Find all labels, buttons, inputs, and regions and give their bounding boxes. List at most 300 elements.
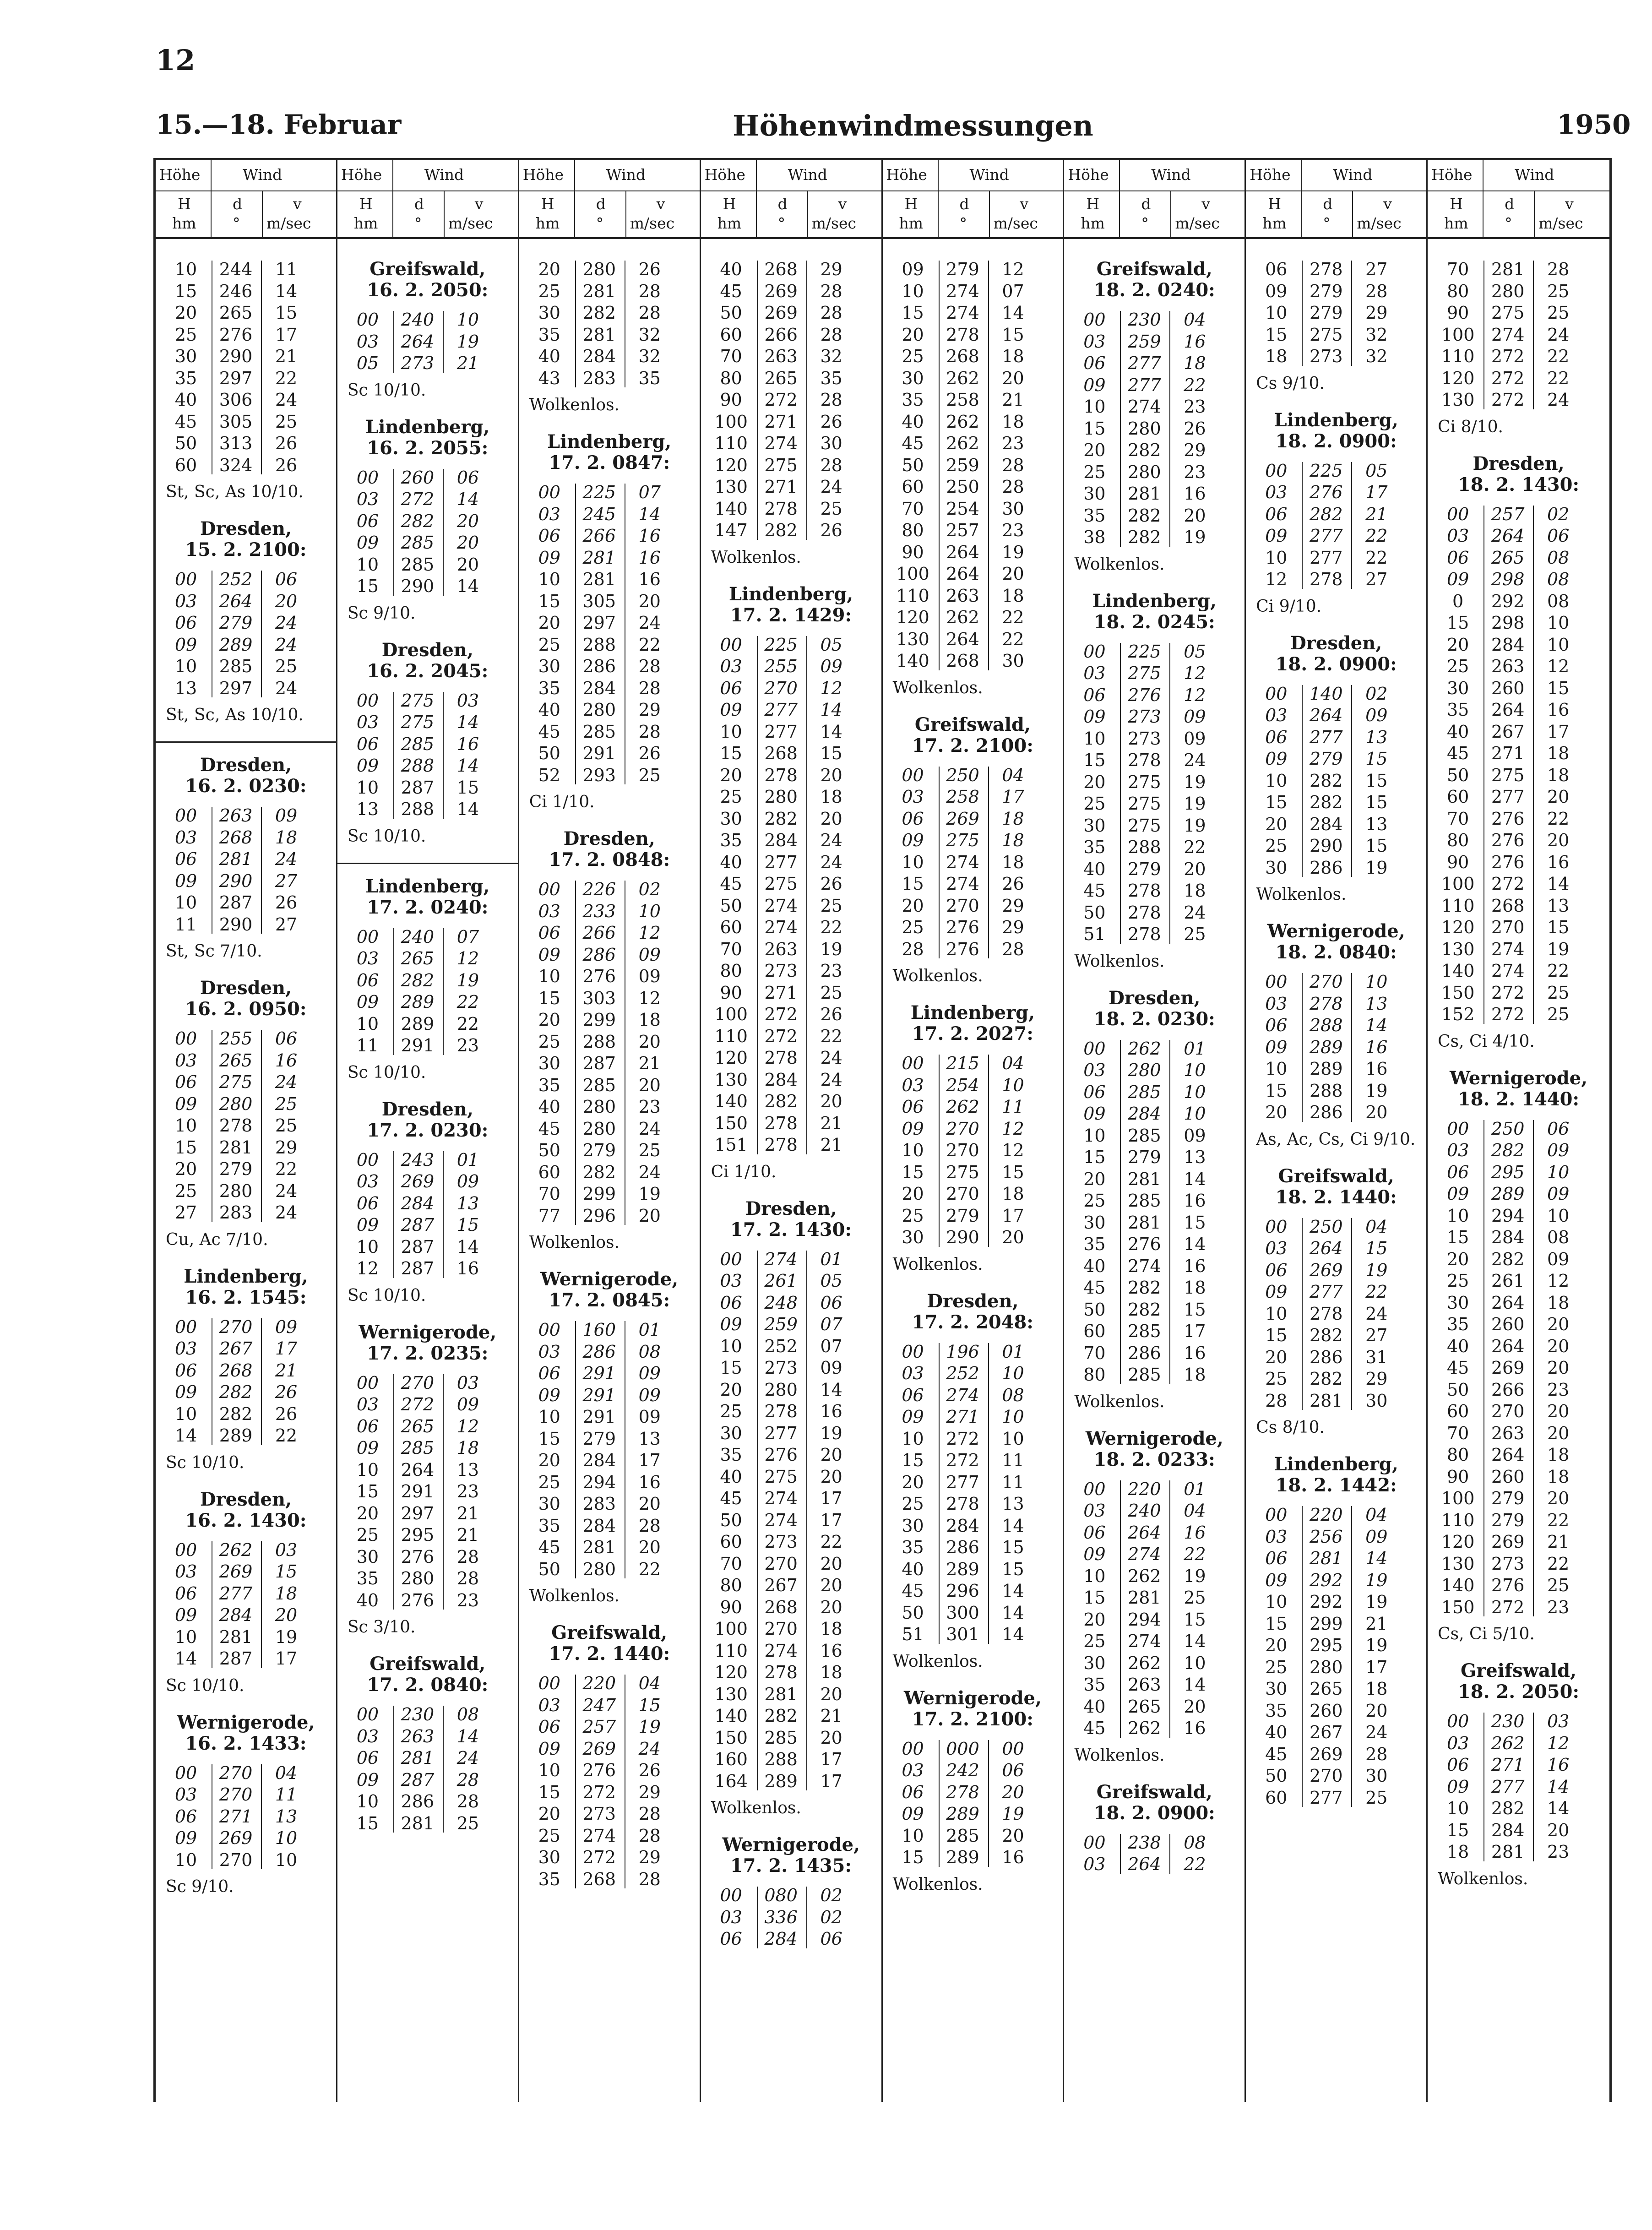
table-row: [701, 1401, 881, 1423]
direction-cell: 271: [1491, 743, 1525, 763]
table-row: [519, 1140, 700, 1162]
height-cell: 51: [902, 1624, 924, 1644]
speed-cell: 02: [820, 1907, 842, 1927]
table-row: [1064, 1364, 1244, 1386]
speed-cell: 28: [638, 721, 661, 742]
speed-cell: 06: [456, 467, 479, 488]
speed-cell: 30: [1365, 1390, 1388, 1411]
table-row: [1428, 591, 1609, 613]
speed-cell: 21: [275, 1360, 298, 1381]
cloud-note: Wolkenlos.: [1074, 1746, 1165, 1765]
station-name: Dresden,: [745, 1197, 837, 1219]
height-cell: 03: [720, 1271, 742, 1291]
station-time: 18. 2. 0240:: [1093, 279, 1215, 301]
height-cell: 110: [1441, 346, 1475, 366]
height-cell: 120: [1441, 917, 1475, 937]
direction-cell: 252: [764, 1336, 798, 1356]
station-name: Lindenberg,: [365, 875, 490, 897]
table-row: [1064, 1256, 1244, 1278]
table-row: [156, 1115, 336, 1137]
table-row: [519, 765, 700, 787]
direction-cell: 277: [1128, 353, 1161, 373]
direction-cell: 280: [582, 1118, 616, 1139]
height-cell: 100: [1441, 324, 1475, 345]
table-row: [1428, 873, 1609, 895]
h-label: H: [1450, 195, 1463, 213]
d-label: d: [233, 195, 243, 213]
direction-cell: 274: [946, 281, 979, 301]
wind-label: Wind: [1333, 166, 1373, 184]
speed-cell: 20: [1002, 1825, 1024, 1846]
height-cell: 110: [714, 1640, 748, 1661]
height-cell: 03: [1083, 663, 1106, 683]
height-cell: 09: [174, 634, 197, 655]
height-cell: 03: [356, 489, 379, 509]
speed-cell: 30: [1002, 651, 1024, 671]
speed-cell: 28: [638, 303, 661, 323]
height-cell: 09: [174, 1605, 197, 1625]
table-row: [337, 1437, 518, 1459]
direction-cell: 273: [1491, 1553, 1525, 1574]
height-cell: 25: [538, 634, 560, 655]
direction-cell: 282: [1128, 505, 1161, 526]
direction-cell: 297: [582, 613, 616, 633]
table-row: [1064, 440, 1244, 462]
direction-cell: 284: [401, 1193, 435, 1213]
direction-cell: 281: [1309, 1548, 1343, 1568]
speed-cell: 13: [1365, 814, 1388, 834]
direction-cell: 282: [764, 808, 798, 829]
direction-cell: 276: [1309, 482, 1343, 502]
station-block: [1246, 1166, 1426, 1439]
direction-cell: 281: [1309, 1390, 1343, 1411]
cloud-note: Ci 8/10.: [1438, 417, 1503, 436]
height-cell: 15: [1446, 613, 1469, 633]
height-cell: 25: [1265, 836, 1288, 856]
table-row: [519, 901, 700, 923]
height-cell: 15: [902, 1450, 924, 1470]
station-name: Greifswald,: [1096, 258, 1212, 280]
speed-cell: 29: [1002, 895, 1024, 916]
height-cell: 06: [174, 1360, 197, 1381]
direction-cell: 281: [1491, 1842, 1525, 1862]
direction-cell: 278: [1128, 902, 1161, 923]
height-cell: 06: [902, 808, 924, 829]
height-cell: 35: [1083, 505, 1106, 526]
speed-cell: 24: [456, 1748, 479, 1768]
measurement-rows: [156, 1316, 336, 1447]
speed-cell: 19: [820, 939, 842, 959]
table-row: [883, 1118, 1063, 1140]
height-cell: 10: [356, 777, 379, 798]
table-row: [1428, 1118, 1609, 1140]
table-row: [156, 805, 336, 827]
table-row: [1428, 1444, 1609, 1466]
column-divider: [1533, 1713, 1534, 1861]
direction-cell: 215: [946, 1053, 979, 1073]
speed-cell: 23: [1002, 520, 1024, 540]
height-cell: 70: [538, 1184, 560, 1204]
direction-cell: 281: [582, 281, 616, 301]
table-row: [1428, 547, 1609, 569]
height-cell: 45: [902, 1581, 924, 1601]
height-cell: 10: [174, 1849, 197, 1870]
column-divider: [443, 928, 444, 1055]
height-cell: 45: [538, 721, 560, 742]
height-cell: 03: [1265, 482, 1288, 502]
table-row: [337, 1394, 518, 1416]
direction-cell: 240: [401, 926, 435, 947]
speed-cell: 19: [1365, 1260, 1388, 1280]
direction-cell: 279: [1309, 303, 1343, 323]
height-cell: 40: [1446, 1336, 1469, 1356]
station-time: 18. 2. 0233:: [1093, 1448, 1215, 1470]
table-row: [1428, 1249, 1609, 1271]
station-time: 16. 2. 0950:: [185, 998, 307, 1020]
speed-cell: 24: [275, 1180, 298, 1201]
height-cell: 09: [538, 1738, 560, 1759]
h-label: H: [723, 195, 736, 213]
height-cell: 03: [1265, 1526, 1288, 1547]
height-cell: 15: [1265, 1325, 1288, 1345]
station-title: [1246, 633, 1426, 675]
direction-cell: 288: [1309, 1015, 1343, 1035]
speed-cell: 18: [1547, 743, 1570, 763]
direction-cell: 282: [764, 1706, 798, 1726]
direction-cell: 276: [582, 1760, 616, 1780]
table-row: [701, 1270, 881, 1292]
station-title: [1246, 921, 1426, 963]
table-row: [701, 1292, 881, 1314]
speed-cell: 10: [1547, 613, 1570, 633]
speed-cell: 20: [820, 1684, 842, 1704]
table-row: [519, 1825, 700, 1847]
height-cell: 10: [538, 966, 560, 986]
height-cell: 00: [902, 1738, 924, 1759]
h-label: H: [1268, 195, 1282, 213]
height-cell: 06: [1265, 504, 1288, 524]
direction-cell: 297: [401, 1503, 435, 1523]
column-divider: [757, 1887, 758, 1948]
direction-cell: 265: [1128, 1696, 1161, 1717]
speed-cell: 07: [820, 1336, 842, 1356]
station-block: [156, 978, 336, 1251]
speed-cell: 11: [1002, 1450, 1024, 1470]
measurement-rows: [156, 259, 336, 476]
direction-cell: 271: [1491, 1755, 1525, 1775]
direction-cell: 291: [401, 1035, 435, 1055]
height-cell: 15: [538, 988, 560, 1008]
speed-cell: 26: [638, 259, 661, 279]
height-cell: 15: [1083, 1147, 1106, 1167]
height-cell: 03: [356, 1171, 379, 1191]
height-cell: 25: [720, 1401, 742, 1421]
direction-cell: 271: [219, 1806, 253, 1827]
height-cell: 03: [174, 1338, 197, 1359]
speed-cell: 18: [1184, 353, 1206, 373]
direction-cell: 291: [401, 1481, 435, 1501]
height-cell: 03: [902, 1760, 924, 1780]
direction-cell: 292: [1309, 1592, 1343, 1612]
speed-cell: 22: [1547, 368, 1570, 388]
height-cell: 50: [720, 303, 742, 323]
speed-cell: 06: [1547, 526, 1570, 546]
speed-cell: 09: [638, 1363, 661, 1383]
direction-cell: 263: [946, 585, 979, 606]
speed-cell: 24: [1547, 324, 1570, 345]
speed-cell: 24: [275, 1072, 298, 1092]
height-cell: 00: [902, 1341, 924, 1362]
speed-cell: 32: [1365, 346, 1388, 366]
direction-cell: 278: [764, 498, 798, 519]
station-name: Dresden,: [200, 1488, 292, 1510]
speed-cell: 24: [275, 390, 298, 410]
speed-cell: 03: [456, 1372, 479, 1393]
table-row: [1246, 324, 1426, 346]
speed-cell: 32: [638, 324, 661, 345]
speed-cell: 23: [1547, 1842, 1570, 1862]
station-block: [1246, 921, 1426, 1150]
station-block: [156, 1266, 336, 1474]
station-time: 17. 2. 0240:: [367, 896, 489, 918]
station-time: 18. 2. 0900:: [1275, 653, 1397, 675]
station-name: Wernigerode,: [1267, 920, 1405, 942]
table-row: [1246, 814, 1426, 836]
speed-cell: 22: [1002, 607, 1024, 627]
table-row: [701, 1314, 881, 1336]
table-row: [1246, 1347, 1426, 1369]
direction-cell: 275: [764, 1466, 798, 1487]
direction-cell: 276: [1128, 1234, 1161, 1254]
table-row: [883, 765, 1063, 787]
table-row: [337, 1214, 518, 1236]
height-cell: 30: [1083, 1653, 1106, 1673]
height-cell: 15: [538, 1782, 560, 1802]
table-row: [156, 1626, 336, 1648]
table-row: [337, 755, 518, 777]
speed-cell: 28: [1365, 1744, 1388, 1764]
column-divider: [1169, 1480, 1170, 1738]
height-cell: 45: [720, 281, 742, 301]
station-name: Greifswald,: [1096, 1781, 1212, 1803]
height-cell: 60: [1446, 787, 1469, 807]
table-row: [156, 1382, 336, 1403]
direction-cell: 272: [1491, 368, 1525, 388]
direction-cell: 270: [219, 1849, 253, 1870]
height-cell: 09: [356, 1438, 379, 1458]
table-row: [883, 1428, 1063, 1450]
table-row: [883, 585, 1063, 607]
station-title: [519, 431, 700, 473]
table-row: [883, 1075, 1063, 1097]
table-row: [701, 1597, 881, 1619]
direction-cell: 140: [1309, 683, 1343, 704]
station-name: Wernigerode,: [177, 1711, 315, 1733]
speed-cell: 17: [1365, 1657, 1388, 1677]
station-block: [337, 1322, 518, 1638]
direction-cell: 257: [582, 1717, 616, 1737]
table-row: [519, 656, 700, 678]
height-cell: 00: [174, 1539, 197, 1560]
measurement-rows: [1064, 1832, 1244, 1876]
h-label: H: [359, 195, 373, 213]
direction-cell: 283: [219, 1202, 253, 1223]
table-row: [701, 1466, 881, 1488]
height-cell: 06: [356, 1193, 379, 1213]
page-title: Höhenwindmessungen: [733, 109, 1093, 142]
speed-cell: 25: [456, 1813, 479, 1833]
speed-cell: 19: [1365, 1592, 1388, 1612]
speed-cell: 22: [275, 1425, 298, 1446]
column-divider: [939, 767, 940, 959]
direction-cell: 262: [946, 411, 979, 432]
speed-cell: 35: [638, 368, 661, 388]
height-cell: 45: [720, 874, 742, 894]
station-title: [883, 1291, 1063, 1333]
speed-cell: 19: [1002, 1804, 1024, 1824]
speed-cell: 13: [275, 1806, 298, 1827]
height-cell: 10: [356, 1013, 379, 1034]
speed-cell: 04: [1184, 310, 1206, 330]
column-divider: [1302, 1506, 1303, 1807]
height-cell: 20: [720, 1379, 742, 1400]
station-time: 17. 2. 0845:: [549, 1289, 670, 1311]
speed-cell: 01: [638, 1320, 661, 1340]
direction-cell: 286: [1309, 1102, 1343, 1122]
speed-cell: 13: [1547, 895, 1570, 916]
direction-cell: 257: [946, 520, 979, 540]
station-block: [519, 1622, 700, 1890]
speed-cell: 24: [638, 1738, 661, 1759]
speed-cell: 20: [820, 1445, 842, 1465]
direction-cell: 264: [1128, 1522, 1161, 1543]
direction-cell: 295: [1309, 1635, 1343, 1655]
speed-cell: 25: [1184, 924, 1206, 944]
station-title: [1064, 1782, 1244, 1824]
speed-cell: 28: [820, 303, 842, 323]
speed-cell: 04: [638, 1673, 661, 1693]
station-name: Lindenberg,: [728, 583, 853, 605]
station-block: [883, 1002, 1063, 1275]
table-row: [883, 873, 1063, 895]
speed-cell: 23: [820, 961, 842, 981]
speed-cell: 09: [638, 944, 661, 965]
d-label: d: [1141, 195, 1151, 213]
table-row: [519, 1537, 700, 1559]
height-cell: 09: [1083, 375, 1106, 395]
speed-cell: 18: [1547, 1466, 1570, 1487]
column-divider: [1351, 1218, 1352, 1410]
height-cell: 09: [1446, 569, 1469, 589]
table-row: [156, 569, 336, 591]
direction-cell: 278: [764, 1113, 798, 1133]
height-cell: 30: [538, 1494, 560, 1514]
column-divider: [261, 1764, 262, 1870]
speed-cell: 14: [820, 700, 842, 720]
speed-cell: 09: [638, 1407, 661, 1427]
height-cell: 130: [1441, 939, 1475, 959]
table-row: [1428, 525, 1609, 547]
direction-cell: 276: [219, 324, 253, 345]
direction-cell: 277: [1491, 1776, 1525, 1797]
direction-cell: 287: [219, 1648, 253, 1669]
data-column: [1064, 160, 1246, 2102]
direction-cell: 220: [582, 1673, 616, 1693]
speed-cell: 18: [820, 787, 842, 807]
h-label: H: [541, 195, 554, 213]
table-row: [156, 389, 336, 411]
d-label: d: [596, 195, 606, 213]
height-cell: 20: [1265, 1102, 1288, 1122]
height-cell: 09: [356, 1769, 379, 1790]
speed-cell: 26: [820, 1004, 842, 1024]
speed-cell: 23: [1184, 397, 1206, 417]
station-time: 16. 2. 0230:: [185, 775, 307, 797]
table-row: [1246, 1613, 1426, 1635]
column-divider: [393, 692, 394, 819]
deg-label: °: [959, 214, 967, 232]
direction-cell: 250: [1491, 1118, 1525, 1139]
direction-cell: 270: [946, 1184, 979, 1204]
direction-cell: 278: [764, 1135, 798, 1155]
speed-cell: 06: [1547, 1118, 1570, 1139]
table-row: [701, 1640, 881, 1662]
speed-cell: 22: [1002, 629, 1024, 649]
height-cell: 00: [1446, 1118, 1469, 1139]
direction-cell: 274: [946, 874, 979, 894]
station-title: [1428, 1068, 1609, 1110]
station-block: [1428, 1068, 1609, 1645]
height-cell: 30: [538, 303, 560, 323]
speed-cell: 25: [275, 1093, 298, 1114]
height-cell: 20: [1265, 1347, 1288, 1367]
height-cell: 10: [538, 1407, 560, 1427]
table-row: [519, 612, 700, 634]
height-cell: 10: [174, 1403, 197, 1424]
direction-cell: 276: [946, 939, 979, 959]
height-cell: 25: [174, 1180, 197, 1201]
height-cell: 06: [356, 970, 379, 990]
direction-cell: 254: [946, 498, 979, 519]
cloud-note: Sc 3/10.: [347, 1618, 416, 1637]
direction-cell: 250: [1309, 1216, 1343, 1237]
table-row: [519, 1053, 700, 1075]
height-cell: 20: [902, 1184, 924, 1204]
direction-cell: 290: [219, 346, 253, 366]
height-cell: 10: [1265, 547, 1288, 568]
table-row: [1246, 1787, 1426, 1809]
station-title: [519, 1622, 700, 1664]
table-row: [1428, 1510, 1609, 1532]
direction-cell: 225: [582, 482, 616, 502]
table-row: [883, 629, 1063, 651]
speed-cell: 22: [638, 634, 661, 655]
table-row: [1064, 1103, 1244, 1125]
speed-cell: 18: [1547, 1292, 1570, 1313]
table-row: [1064, 1544, 1244, 1566]
direction-cell: 279: [1128, 859, 1161, 879]
table-row: [519, 346, 700, 368]
hoehe-label: Höhe: [1250, 166, 1291, 184]
hoehe-label: Höhe: [1068, 166, 1109, 184]
station-name: Greifswald,: [914, 713, 1031, 735]
table-row: [337, 991, 518, 1013]
table-row: [519, 1363, 700, 1385]
column-header: [1246, 160, 1426, 239]
table-row: [337, 712, 518, 734]
table-row: [701, 476, 881, 498]
table-row: [337, 467, 518, 489]
